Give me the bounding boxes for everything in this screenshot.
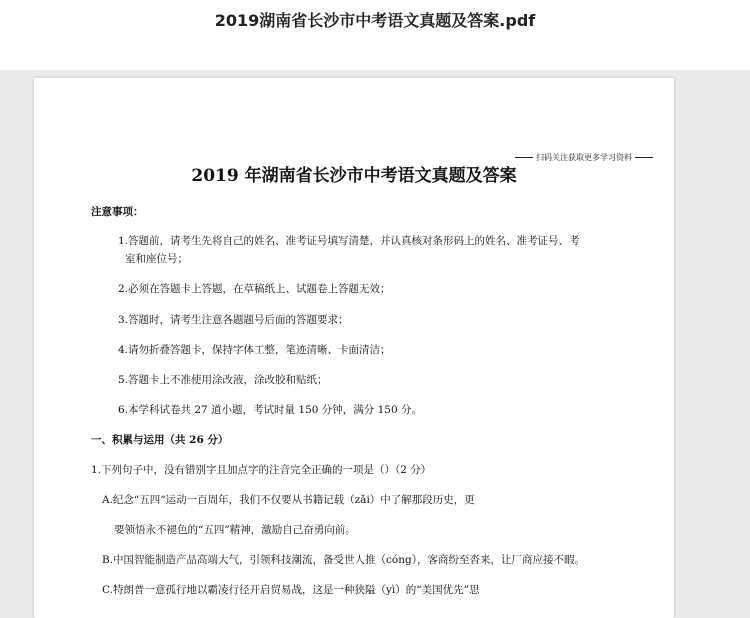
pdf-page[interactable] — [34, 78, 674, 618]
notice-item-3: 3.答题时，请考生注意各题题号后面的答题要求； — [118, 314, 349, 326]
option-a-cont: 要领悟永不褪色的“五四”精神，激励自己奋勇向前。 — [114, 524, 356, 536]
notice-item-4: 4.请勿折叠答题卡，保持字体工整，笔迹清晰、卡面清洁； — [118, 344, 391, 356]
document-title: 2019 年湖南省长沙市中考语文真题及答案 — [191, 166, 517, 186]
option-a: A.纪念“五四“运动一百周年，我们不仅要从书籍记载（zǎi）中了解那段历史，更 — [102, 494, 475, 506]
scan-note-dash-left — [515, 157, 533, 158]
notice-item-1-cont: 室和座位号； — [125, 253, 188, 265]
notice-item-5: 5.答题卡上不准使用涂改液，涂改胶和贴纸； — [118, 374, 328, 386]
notice-item-1: 1.答题前，请考生先将自己的姓名、准考证号填写清楚，并认真核对条形码上的姓名、准考证号、考 — [118, 235, 580, 247]
scan-note-dash-right — [635, 157, 653, 158]
scan-note-text: 扫码关注获取更多学习资料 — [536, 153, 632, 162]
viewer-toolbar — [0, 0, 750, 70]
section-heading: 一、积累与运用（共 26 分） — [91, 434, 229, 446]
notice-heading: 注意事项： — [91, 206, 144, 218]
option-b: B.中国智能制造产品高端大气，引领科技潮流，备受世人推（cóng），客商纷至沓来，让厂商应接不暇。 — [102, 554, 585, 566]
notice-item-2: 2.必须在答题卡上答题，在草稿纸上、试题卷上答题无效； — [118, 283, 391, 295]
file-title: 2019湖南省长沙市中考语文真题及答案.pdf — [214, 11, 536, 30]
notice-item-6: 6.本学科试卷共 27 道小题，考试时量 150 分钟，满分 150 分。 — [118, 404, 422, 416]
option-c: C.特朗普一意孤行地以霸凌行径开启贸易战，这是一种狭隘（yì）的“美国优先”思 — [102, 584, 480, 596]
question-1: 1.下列句子中，没有错别字且加点字的注音完全正确的一项是（）（2 分） — [91, 464, 432, 476]
